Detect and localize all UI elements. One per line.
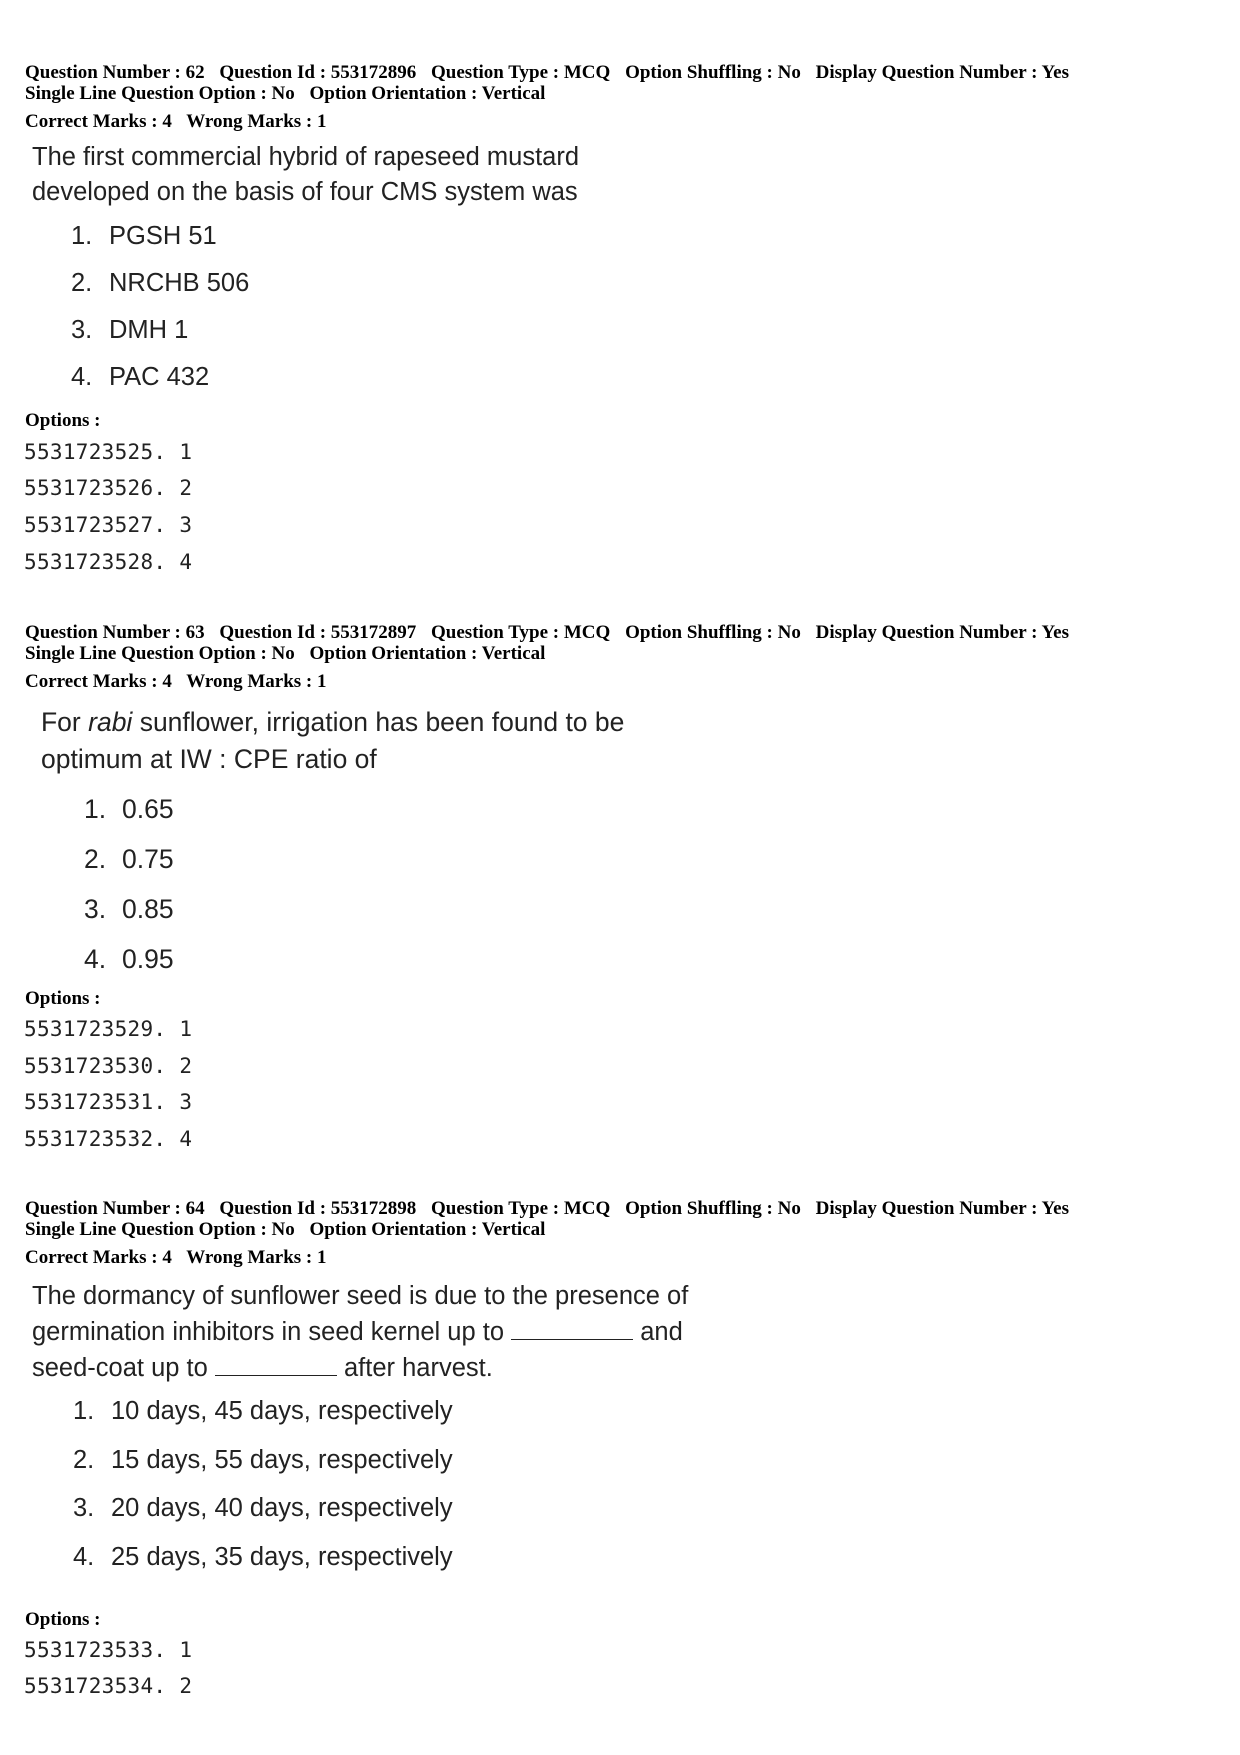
question-text-fragment: For bbox=[41, 707, 89, 737]
question-marks bbox=[25, 671, 336, 692]
question-meta-line-2 bbox=[25, 1219, 555, 1240]
choice-number: 4. bbox=[84, 944, 107, 974]
wrong-marks: Wrong Marks : 1 bbox=[186, 671, 327, 692]
question-text-fragment: seed-coat up to bbox=[32, 1354, 208, 1382]
display-question-number: Display Question Number : Yes bbox=[815, 1198, 1069, 1219]
options-label: Options : bbox=[25, 410, 101, 431]
question-text-line: developed on the basis of four CMS system was bbox=[32, 178, 578, 206]
choice-number: 3. bbox=[73, 1494, 95, 1522]
choice-text: 0.95 bbox=[122, 944, 174, 974]
option-id: 5531723525. 1 bbox=[24, 440, 193, 464]
single-line-question-option: Single Line Question Option : No bbox=[25, 643, 295, 664]
question-text-italic: rabi bbox=[88, 707, 133, 737]
answer-choice bbox=[73, 1494, 453, 1523]
option-orientation: Option Orientation : Vertical bbox=[309, 643, 546, 664]
option-id: 5531723532. 4 bbox=[24, 1127, 193, 1151]
choice-text: NRCHB 506 bbox=[109, 269, 250, 297]
option-orientation: Option Orientation : Vertical bbox=[309, 1219, 546, 1240]
question-type: Question Type : MCQ bbox=[431, 622, 611, 643]
fill-in-blank bbox=[215, 1353, 337, 1376]
question-text-fragment: germination inhibitors in seed kernel up to bbox=[32, 1318, 505, 1346]
answer-choice bbox=[84, 844, 174, 875]
option-id: 5531723533. 1 bbox=[24, 1638, 193, 1662]
answer-choice bbox=[71, 222, 217, 251]
question-number: Question Number : 62 bbox=[25, 62, 205, 83]
question-text-line bbox=[32, 1314, 745, 1350]
option-id: 5531723529. 1 bbox=[24, 1017, 193, 1041]
choice-number: 2. bbox=[71, 269, 93, 297]
question-text-line: The dormancy of sunflower seed is due to the presence of bbox=[32, 1282, 689, 1310]
choice-number: 1. bbox=[71, 222, 93, 250]
choice-text: PAC 432 bbox=[109, 363, 210, 391]
question-marks bbox=[25, 111, 336, 132]
option-shuffling: Option Shuffling : No bbox=[625, 62, 801, 83]
choice-text: 0.65 bbox=[122, 794, 174, 824]
answer-choice bbox=[84, 794, 174, 825]
option-shuffling: Option Shuffling : No bbox=[625, 622, 801, 643]
question-id: Question Id : 553172897 bbox=[219, 622, 417, 643]
correct-marks: Correct Marks : 4 bbox=[25, 111, 172, 132]
question-marks bbox=[25, 1247, 336, 1268]
option-orientation: Option Orientation : Vertical bbox=[309, 83, 546, 104]
choice-text: PGSH 51 bbox=[109, 222, 217, 250]
answer-choice bbox=[73, 1543, 453, 1572]
answer-choice bbox=[71, 363, 209, 392]
question-meta-line-2 bbox=[25, 83, 555, 104]
single-line-question-option: Single Line Question Option : No bbox=[25, 83, 295, 104]
option-id: 5531723534. 2 bbox=[24, 1674, 193, 1698]
question-id: Question Id : 553172898 bbox=[219, 1198, 417, 1219]
question-id: Question Id : 553172896 bbox=[219, 62, 417, 83]
question-body bbox=[25, 140, 695, 210]
question-meta-line-1 bbox=[25, 622, 1079, 643]
question-text-fragment: sunflower, irrigation has been found to be bbox=[132, 707, 625, 737]
question-type: Question Type : MCQ bbox=[431, 1198, 611, 1219]
question-type: Question Type : MCQ bbox=[431, 62, 611, 83]
answer-choice bbox=[84, 894, 174, 925]
answer-choice bbox=[71, 269, 249, 298]
correct-marks: Correct Marks : 4 bbox=[25, 671, 172, 692]
choice-number: 3. bbox=[84, 894, 107, 924]
question-meta-line-2 bbox=[25, 643, 555, 664]
question-meta-line-1 bbox=[25, 1198, 1079, 1219]
choice-number: 4. bbox=[71, 363, 93, 391]
option-shuffling: Option Shuffling : No bbox=[625, 1198, 801, 1219]
display-question-number: Display Question Number : Yes bbox=[815, 622, 1069, 643]
choice-text: DMH 1 bbox=[109, 316, 189, 344]
option-id: 5531723531. 3 bbox=[24, 1090, 193, 1114]
answer-choice bbox=[84, 944, 174, 975]
wrong-marks: Wrong Marks : 1 bbox=[186, 111, 327, 132]
question-number: Question Number : 64 bbox=[25, 1198, 205, 1219]
question-body bbox=[25, 704, 755, 778]
question-text-fragment: and bbox=[640, 1318, 683, 1346]
choice-text: 25 days, 35 days, respectively bbox=[111, 1543, 453, 1571]
wrong-marks: Wrong Marks : 1 bbox=[186, 1247, 327, 1268]
option-id: 5531723526. 2 bbox=[24, 476, 193, 500]
question-text-fragment: after harvest. bbox=[343, 1354, 493, 1382]
question-text-line: The first commercial hybrid of rapeseed mustard bbox=[32, 143, 580, 171]
choice-text: 20 days, 40 days, respectively bbox=[111, 1494, 453, 1522]
choice-number: 1. bbox=[73, 1397, 95, 1425]
choice-number: 2. bbox=[73, 1446, 95, 1474]
display-question-number: Display Question Number : Yes bbox=[815, 62, 1069, 83]
option-id: 5531723530. 2 bbox=[24, 1054, 193, 1078]
option-id: 5531723527. 3 bbox=[24, 513, 193, 537]
answer-choice bbox=[73, 1446, 453, 1475]
correct-marks: Correct Marks : 4 bbox=[25, 1247, 172, 1268]
choice-text: 10 days, 45 days, respectively bbox=[111, 1397, 453, 1425]
question-number: Question Number : 63 bbox=[25, 622, 205, 643]
single-line-question-option: Single Line Question Option : No bbox=[25, 1219, 295, 1240]
question-text-line bbox=[41, 704, 755, 741]
choice-text: 0.75 bbox=[122, 844, 174, 874]
choice-text: 15 days, 55 days, respectively bbox=[111, 1446, 453, 1474]
choice-number: 1. bbox=[84, 794, 107, 824]
choice-number: 4. bbox=[73, 1543, 95, 1571]
choice-text: 0.85 bbox=[122, 894, 174, 924]
choice-number: 2. bbox=[84, 844, 107, 874]
answer-choice bbox=[71, 316, 188, 345]
question-body bbox=[25, 1278, 745, 1386]
question-meta-line-1 bbox=[25, 62, 1079, 83]
question-text-line bbox=[32, 1350, 745, 1386]
choice-number: 3. bbox=[71, 316, 93, 344]
option-id: 5531723528. 4 bbox=[24, 550, 193, 574]
answer-choice bbox=[73, 1397, 453, 1426]
fill-in-blank bbox=[511, 1317, 633, 1340]
options-label: Options : bbox=[25, 988, 101, 1009]
question-text-line: optimum at IW : CPE ratio of bbox=[41, 744, 377, 774]
options-label: Options : bbox=[25, 1609, 101, 1630]
